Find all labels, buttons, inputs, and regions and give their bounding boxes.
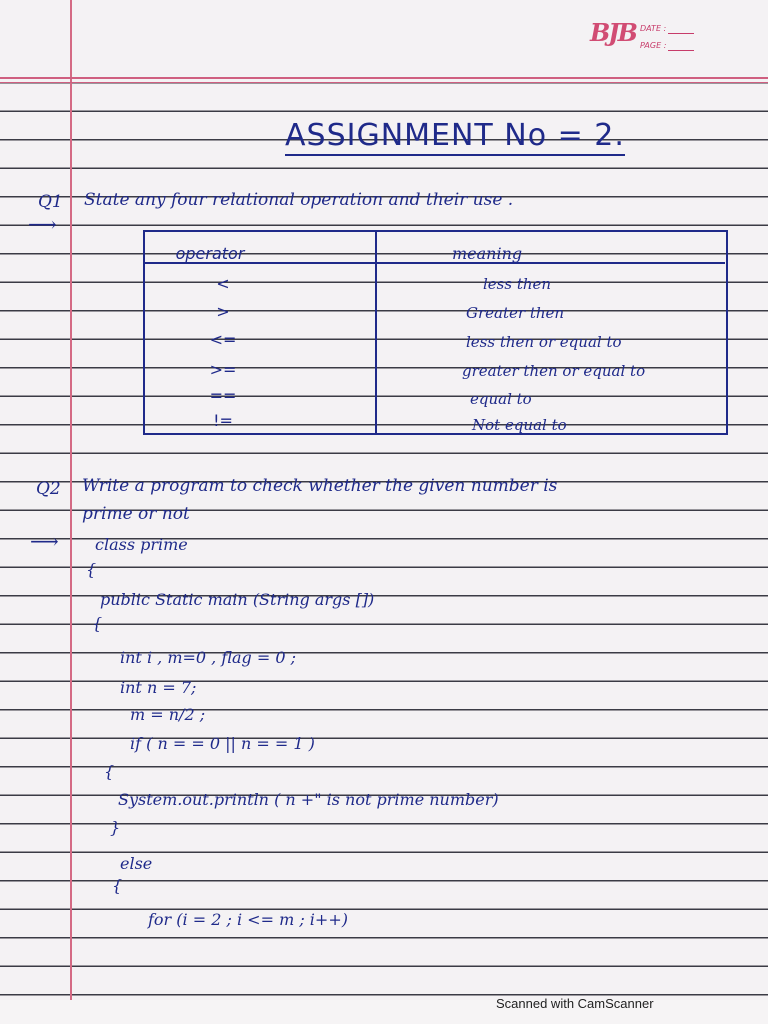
q1-number: Q1 (38, 192, 63, 212)
brand-logo: BJB (590, 18, 636, 47)
code-line: } (110, 818, 121, 837)
table-row-meaning: greater then or equal to (462, 362, 646, 380)
page-label: PAGE : (640, 41, 667, 50)
table-row-operator: <= (209, 330, 237, 349)
code-line: int i , m=0 , flag = 0 ; (120, 648, 297, 667)
page-line (668, 50, 694, 51)
margin-line (70, 0, 72, 1000)
table-row-operator: != (213, 411, 233, 430)
table-header-meaning: meaning (452, 244, 523, 263)
table-row-meaning: less then (483, 275, 552, 293)
q2-arrow-icon: ⟶ (30, 529, 59, 553)
q2-line1: Write a program to check whether the given number is (82, 476, 558, 496)
date-line (668, 33, 694, 34)
q1-arrow-icon: ⟶ (28, 212, 57, 236)
table-header-operator: operator (175, 244, 245, 263)
table-row-meaning: equal to (470, 390, 532, 408)
q2-number: Q2 (36, 479, 61, 499)
table-row-meaning: Not equal to (472, 416, 567, 434)
code-line: { (92, 614, 103, 633)
code-line: System.out.println ( n +" is not prime number) (118, 790, 499, 809)
table-row-operator: > (216, 302, 230, 321)
table-row-meaning: Greater then (466, 304, 565, 322)
code-line: class prime (95, 535, 188, 554)
code-line: public Static main (String args []) (100, 590, 375, 609)
code-line: { (112, 876, 123, 895)
code-line: else (120, 854, 153, 873)
code-line: { (86, 560, 97, 579)
code-line: m = n/2 ; (130, 705, 206, 724)
table-row-operator: == (209, 386, 237, 405)
title-underline (285, 154, 625, 156)
table-row-operator: < (216, 274, 230, 293)
date-label: DATE : (640, 24, 667, 33)
q1-text: State any four relational operation and their use . (84, 190, 514, 210)
code-line: if ( n = = 0 || n = = 1 ) (130, 734, 315, 753)
code-line: { (104, 762, 115, 781)
table-row-operator: >= (209, 360, 237, 379)
table-row-meaning: less then or equal to (466, 333, 622, 351)
header-rule (0, 77, 768, 79)
assignment-title: ASSIGNMENT No = 2. (285, 118, 625, 153)
camscanner-footer: Scanned with CamScanner (496, 996, 654, 1011)
page-header-area (0, 0, 768, 80)
code-line: for (i = 2 ; i <= m ; i++) (148, 910, 348, 929)
q2-line2: prime or not (82, 504, 190, 524)
code-line: int n = 7; (120, 678, 197, 697)
header-rule-secondary (0, 82, 768, 83)
